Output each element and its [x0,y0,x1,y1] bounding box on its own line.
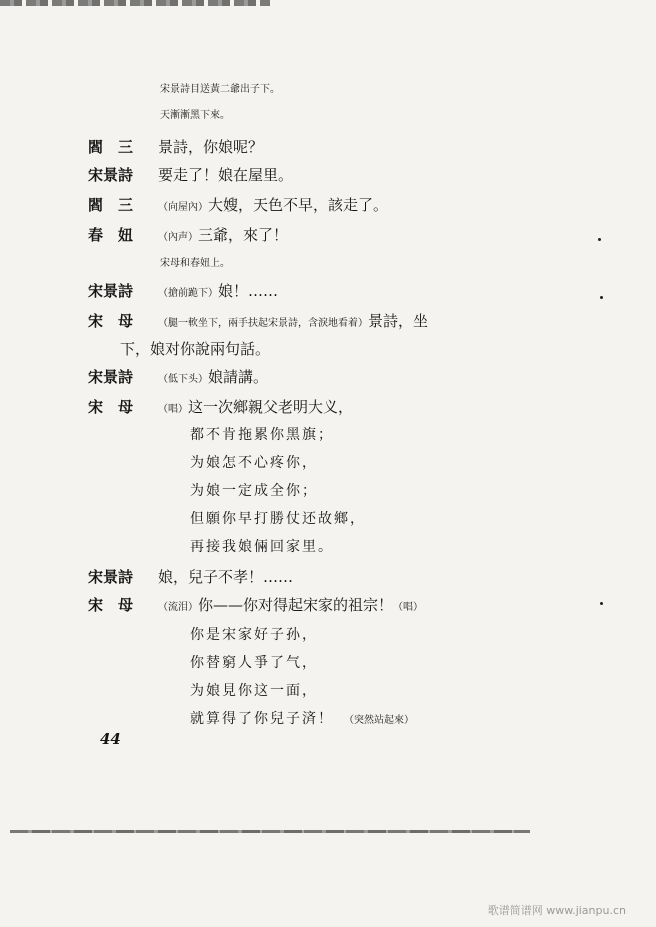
dialog-continuation: 下，娘对你說兩句話。 [120,340,271,358]
dialog-line [158,566,293,587]
spoken-text: 景詩，坐 [368,312,429,330]
speaker-name: 宋 母 [88,596,134,614]
stage-direction: 天漸漸黑下來。 [160,110,230,121]
stage-note: （流泪） [158,602,198,613]
speaker-name: 閻 三 [88,196,134,214]
scan-speck [600,602,603,605]
dialog-line [158,194,388,215]
speaker-name: 宋 母 [88,312,134,330]
dialog-line [158,310,428,331]
sung-verse-line [190,452,318,472]
dialog-line [158,396,353,417]
speaker-name: 閻 三 [88,138,134,156]
speaker-name: 宋景詩 [88,166,134,184]
dialog-line [158,366,268,387]
page-number: 44 [100,730,121,748]
bottom-rule [10,830,530,833]
spoken-text: 大嫂，天色不早，該走了。 [208,196,389,214]
spoken-text: 你——你对得起宋家的祖宗！ [198,596,394,614]
top-edge-scan-artifact [0,0,270,6]
scan-speck [600,296,603,299]
speaker-name: 宋 母 [88,398,134,416]
spoken-text: 娘，兒子不孝！…… [158,568,294,586]
verse-text: 但願你早打勝仗还故鄉， [190,511,366,527]
stage-note: （內声） [158,232,198,243]
dialog-line [158,164,293,185]
spoken-text: 三爺，來了！ [198,226,289,244]
sung-verse-line [190,536,334,556]
dialog-line [158,594,423,615]
stage-note: （唱） [158,404,188,415]
sung-verse-line [190,624,318,644]
dialog-line [158,280,278,301]
stage-note: （搶前跪下） [158,288,218,299]
sung-verse-line [190,424,334,444]
dialog-line [158,224,288,245]
stage-note: （向屋內） [158,202,208,213]
verse-text: 为娘怎不心疼你， [190,455,318,471]
speaker-name: 宋景詩 [88,368,134,386]
site-watermark: 歌谱简谱网 www.jianpu.cn [487,904,626,917]
verse-text: 为娘見你这一面， [190,683,318,699]
stage-note: （突然站起來） [344,715,414,726]
sung-verse-line [190,480,318,500]
stage-note: （唱） [393,602,424,613]
verse-text: 就算得了你兒子済！ [190,711,334,727]
spoken-text: 要走了！娘在屋里。 [158,166,294,184]
speaker-name: 宋景詩 [88,568,134,586]
verse-text: 为娘一定成全你； [190,483,318,499]
spoken-text: 娘！…… [218,282,279,300]
stage-direction: 宋景詩目送黃二爺出子下。 [160,84,280,95]
sung-verse-line [190,652,318,672]
stage-direction: 宋母和春妞上。 [160,258,230,269]
stage-note: （腿一軟坐下，兩手扶起宋景詩，含淚地看着） [158,318,368,329]
speaker-name: 宋景詩 [88,282,134,300]
verse-text: 你是宋家好子孙， [190,627,318,643]
spoken-text: 景詩，你娘呢？ [158,138,264,156]
spoken-text: 这一次鄉親父老明大义， [188,398,354,416]
verse-text: 你替窮人爭了气， [190,655,318,671]
verse-text: 再接我娘倆回家里。 [190,539,334,555]
stage-note: （低下头） [158,374,208,385]
dialog-line [158,136,263,157]
sung-verse-line [190,508,366,528]
verse-text: 都不肯拖累你黑旗； [190,427,334,443]
sung-verse-line [190,708,414,728]
speaker-name: 春 妞 [88,226,134,244]
sung-verse-line [190,680,318,700]
scan-speck [598,238,601,241]
spoken-text: 娘請講。 [208,368,269,386]
